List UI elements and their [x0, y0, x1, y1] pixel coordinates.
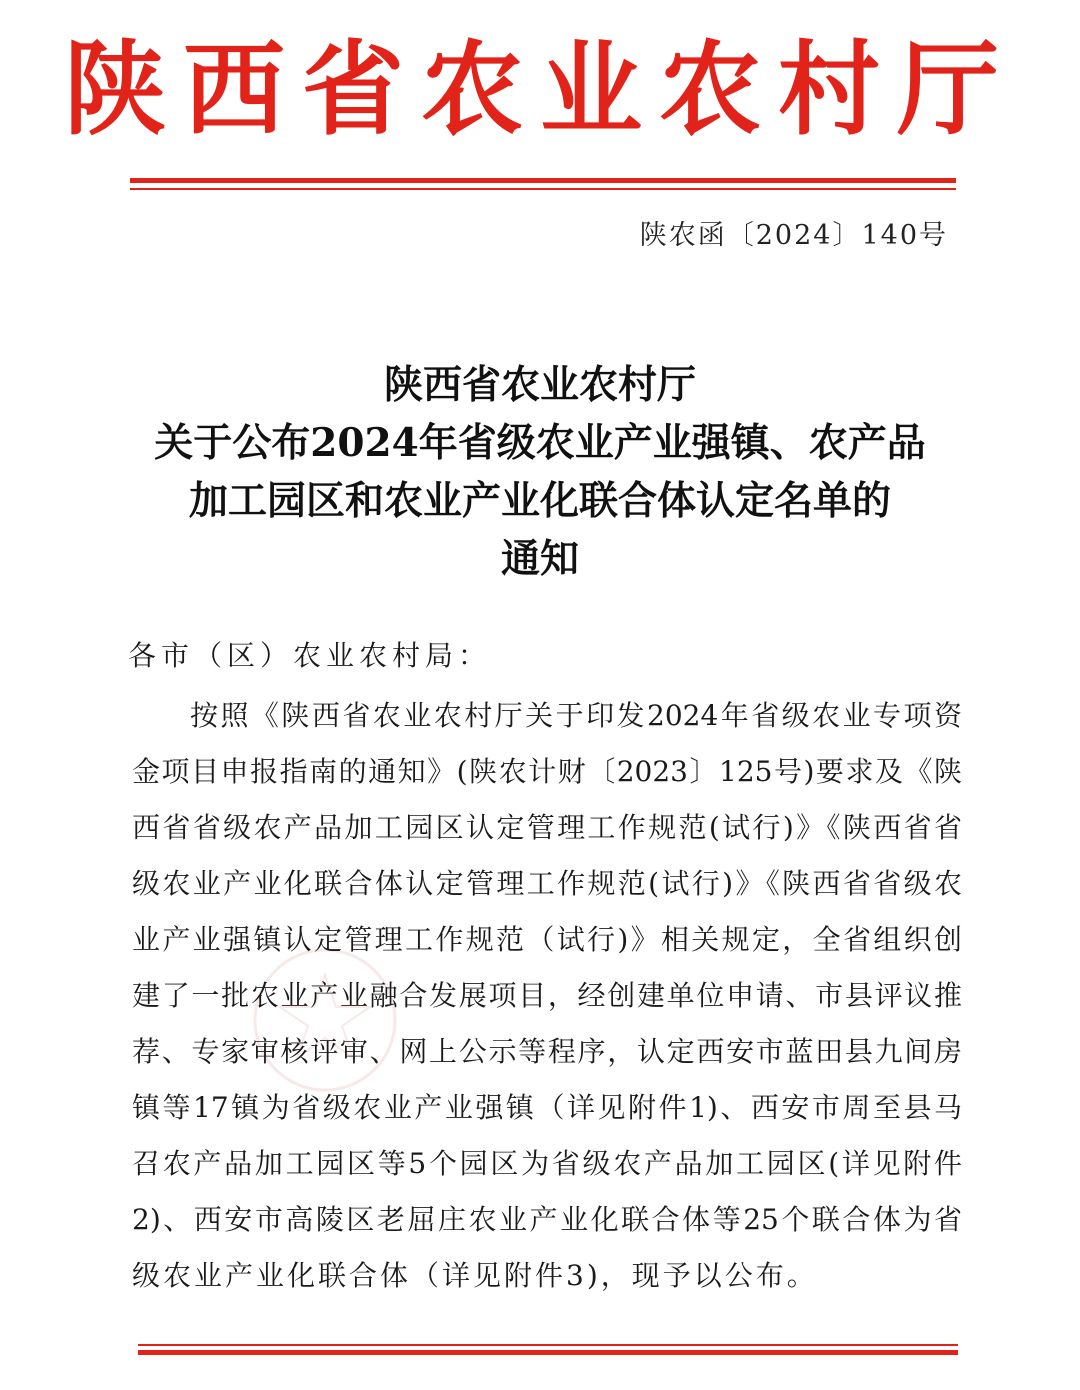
title-line-3: 加工园区和农业产业化联合体认定名单的	[188, 478, 891, 524]
body-line: 建了一批农业产业融合发展项目，经创建单位申请、市县评议推	[132, 979, 962, 1012]
body-line: 2)、西安市高陵区老屈庄农业产业化联合体等25个联合体为省	[132, 1203, 962, 1236]
body-line: 级农业产业化联合体认定管理工作规范(试行)》《陕西省省级农	[132, 867, 962, 900]
body-line: 西省省级农产品加工园区认定管理工作规范(试行)》《陕西省省	[132, 811, 962, 844]
masthead-rule-thick	[130, 178, 956, 183]
body-line: 荐、专家审核评审、网上公示等程序，认定西安市蓝田县九间房	[132, 1035, 962, 1068]
body-line: 级农业产业化联合体（详见附件3)，现予以公布。	[132, 1259, 818, 1292]
footer-rule-thin	[138, 1344, 958, 1346]
title-line-1: 陕西省农业农村厅	[383, 362, 696, 408]
document-title	[60, 356, 1020, 588]
body-line: 镇等17镇为省级农业产业强镇（详见附件1)、西安市周至县马	[132, 1091, 962, 1124]
salutation: 各市（区）农业农村局：	[128, 639, 492, 672]
masthead-rule-thin	[130, 188, 956, 190]
body-line: 业产业强镇认定管理工作规范（试行)》相关规定，全省组织创	[132, 923, 962, 956]
footer-rule-thick	[138, 1350, 958, 1355]
masthead-org-name: 陕西省农业农村厅	[64, 30, 1016, 150]
body-line: 金项目申报指南的通知》(陕农计财〔2023〕125号)要求及《陕	[132, 755, 962, 788]
body-line: 按照《陕西省农业农村厅关于印发2024年省级农业专项资	[190, 699, 962, 732]
body-line: 召农产品加工园区等5个园区为省级农产品加工园区(详见附件	[132, 1147, 962, 1180]
document-number: 陕农函〔2024〕140号	[639, 220, 948, 251]
title-line-2: 关于公布2024年省级农业产业强镇、农产品	[154, 420, 926, 466]
title-line-4: 通知	[500, 536, 579, 582]
body-paragraph	[132, 688, 962, 1304]
